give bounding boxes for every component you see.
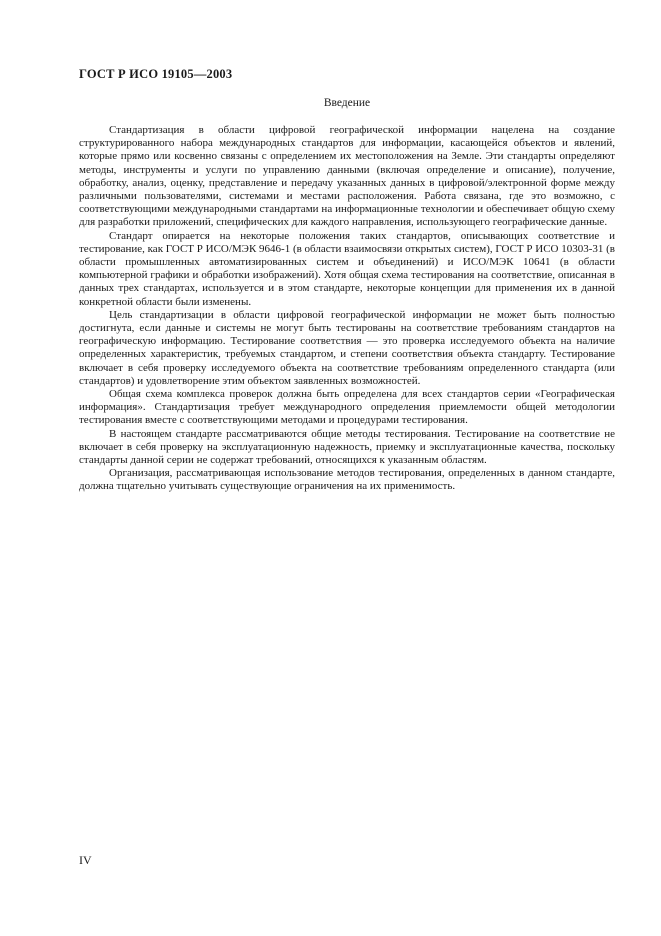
- paragraph: Организация, рассматривающая использование методов тестирования, определенных в данном стандарте, должна тщательно учитывать существующие ограничения на их применимость.: [79, 467, 615, 493]
- paragraph: Общая схема комплекса проверок должна быть определена для всех стандартов серии «Географическая информация». Стандартизация требует международного определения приемлемости общей методологии тестирования вместе с соответствующими методами и процедурами тестирования.: [79, 388, 615, 427]
- standard-header: ГОСТ Р ИСО 19105—2003: [79, 67, 233, 81]
- section-title: Введение: [323, 97, 371, 109]
- paragraph: В настоящем стандарте рассматриваются общие методы тестирования. Тестирование на соответствие не включает в себя проверку на эксплуатационную надежность, приемку и эксплуатационные качества, поскольку стандарты данной серии не содержат требований, относящихся к указанным областям.: [79, 427, 615, 467]
- body-text: [79, 124, 615, 494]
- paragraph: Стандарт опирается на некоторые положения таких стандартов, описывающих соответствие и тестирование, как ГОСТ Р ИСО/МЭК 9646-1 (в области взаимосвязи открытых систем), ГОСТ Р ИСО 10303-31 (в области промышленных автоматизированных систем и объединений) и ИСО/МЭК 10641 (в области компьютерной графики и обработки изображений). Хотя общая схема тестирования на соответствие, описанная в данных трех стандартах, используется и в этом стандарте, некоторые концепции для применения их в данной конкретной области были изменены.: [79, 229, 615, 308]
- paragraph: Цель стандартизации в области цифровой географической информации не может быть полностью достигнута, если данные и системы не могут быть тестированы на соответствие требованиям стандартов на географическую информацию. Тестирование соответствия — это проверка исследуемого объекта на наличие определенных характеристик, требуемых стандартом, и степени соответствия объекта стандарту. Тестирование включает в себя проверку исследуемого объекта на соответствие требованиям определенного стандарта (или стандартов) и удовлетворение этим объектом заявленных возможностей.: [79, 308, 615, 387]
- page-number: IV: [79, 853, 92, 867]
- paragraph: Стандартизация в области цифровой географической информации нацелена на создание структурированного набора международных стандартов для информации, касающейся объектов и явлений, которые прямо или косвенно связаны с определением их местоположения на Земле. Эти стандарты определяют методы, инструменты и услуги по управлению данными (включая определение и описание), получение, обработку, анализ, оценку, представление и передачу указанных данных в цифровой/электронной форме между различными пользователями, системами и местами расположения. Работа связана, где это возможно, с соответствующими международными стандартами на информационные технологии и обеспечивает общую схему для разработки приложений, специфических для каждого направления, использующего географические данные.: [79, 124, 615, 229]
